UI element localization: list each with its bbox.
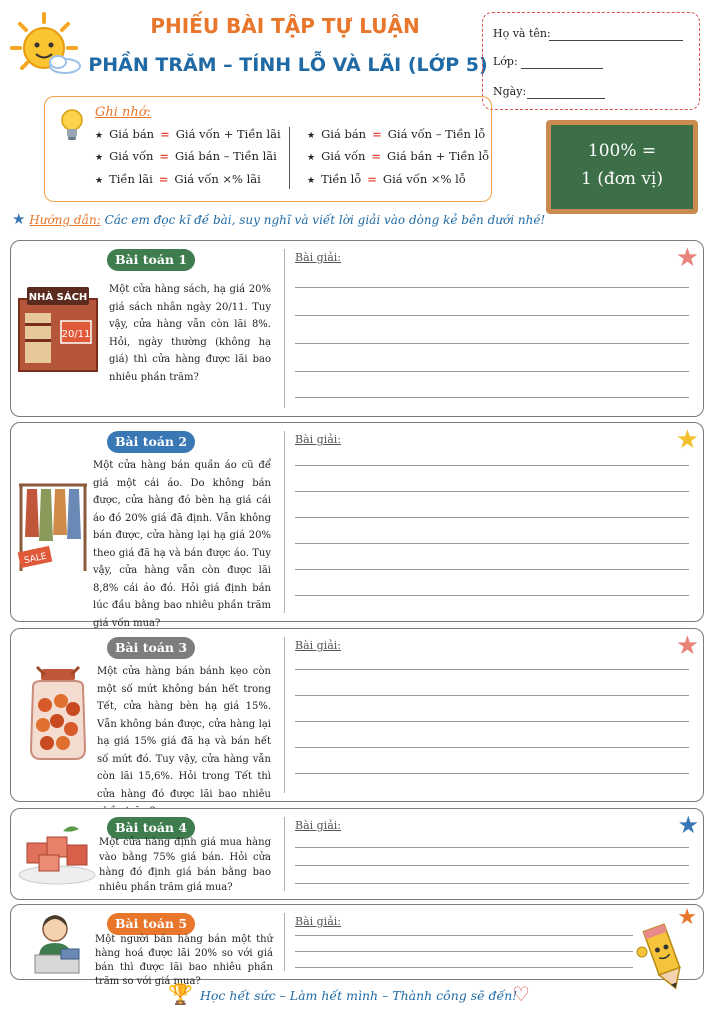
star-icon: ★ (677, 811, 699, 839)
answer-line[interactable] (295, 315, 689, 316)
answer-line[interactable] (295, 951, 633, 952)
guide-label: Hướng dẫn: (29, 213, 101, 227)
answer-line[interactable] (295, 543, 689, 544)
date-label: Ngày: (493, 85, 527, 98)
guide-text: Các em đọc kĩ đề bài, suy nghĩ và viết lời giải vào dòng kẻ bên dưới nhé! (104, 213, 546, 227)
bookstore-sign-text: NHÀ SÁCH (28, 292, 88, 303)
formula-row: ★ Tiền lãi = Giá vốn ×% lãi (95, 172, 261, 186)
sun-icon (8, 10, 84, 80)
formula-row: ★ Giá vốn = Giá bán – Tiền lãi (95, 149, 277, 163)
problem-card (10, 628, 704, 802)
bookstore-icon (15, 281, 101, 373)
class-label: Lớp: (493, 55, 518, 68)
card-divider (284, 913, 285, 971)
answer-line[interactable] (295, 883, 689, 884)
answer-label: Bài giải: (295, 433, 341, 446)
answer-line[interactable] (295, 371, 689, 372)
star-icon: ★ (675, 243, 699, 273)
price-tag-text: 20/11 (61, 329, 91, 340)
class-field[interactable] (521, 68, 603, 69)
remember-box (44, 96, 492, 202)
star-icon: ★ (675, 631, 699, 661)
problem-card (10, 422, 704, 629)
formula-row: ★ Giá bán = Giá vốn – Tiền lỗ (307, 127, 486, 141)
answer-line[interactable] (295, 397, 689, 398)
formula-row: ★ Giá vốn = Giá bán + Tiền lỗ (307, 149, 490, 163)
star-icon: ★ (12, 210, 26, 228)
card-divider (284, 431, 285, 613)
problem-badge: Bài toán 5 (107, 913, 195, 935)
problem-text: Một cửa hàng bán quần áo cũ để giá một cái áo. Do không bán được, cửa hàng đó bèn hạ giá cái áo đó 20% giá đã định. Vẫn không bán được, cửa hàng lại hạ giá 20% theo giá đã hạ và bán được áo. Tuy vậy, cửa hàng vẫn còn được lãi 8,8% cái áo đó. Hỏi giá định bán lúc đầu bằng bao nhiêu phần trăm giá vốn mua? (93, 460, 271, 629)
problem-text: Một cửa hàng bán bánh kẹo còn một số mứt không bán hết trong Tết, cửa hàng bèn hạ giá 15%. Vẫn không bán được, cửa hàng lại hạ giá 15% giá đã hạ và bán hết số mứt đó. Tuy vậy, cửa hàng vẫn còn lãi 15,6%. Hỏi trong Tết thì cửa hàng đó được lãi bao nhiêu (97, 666, 271, 800)
answer-line[interactable] (295, 595, 689, 596)
problem-badge: Bài toán 2 (107, 431, 195, 453)
problem-text: Một cửa hàng định giá mua hàng vào bằng 75% giá bán. Hỏi cửa hàng đó định giá bán bằng bao nhiêu phần trăm giá mua? (99, 837, 271, 893)
jelly-cubes-icon (15, 817, 99, 887)
card-divider (284, 249, 285, 408)
answer-label: Bài giải: (295, 251, 341, 264)
worksheet-title: PHIẾU BÀI TẬP TỰ LUẬN (150, 14, 420, 38)
date-field[interactable] (527, 98, 605, 99)
name-label: Họ và tên: (493, 27, 551, 40)
formula-row: ★ Giá bán = Giá vốn + Tiền lãi (95, 127, 281, 141)
problem-text: Một người bán hàng bán một thứ hàng hoá được lãi 20% so với giá bán thì được lãi bao nhiêu phần trăm so với giá mua? (95, 934, 273, 987)
formula-row: ★ Tiền lỗ = Giá vốn ×% lỗ (307, 172, 466, 186)
card-divider (284, 817, 285, 891)
answer-line[interactable] (295, 517, 689, 518)
answer-line[interactable] (295, 669, 689, 670)
answer-line[interactable] (295, 721, 689, 722)
student-info-box (482, 12, 700, 110)
candy-jar-icon (23, 665, 93, 765)
problem-badge: Bài toán 1 (107, 249, 195, 271)
answer-line[interactable] (295, 967, 633, 968)
star-icon: ★ (675, 425, 699, 455)
problem-card (10, 904, 704, 987)
answer-line[interactable] (295, 773, 689, 774)
chalkboard (546, 120, 698, 214)
answer-label: Bài giải: (295, 819, 341, 832)
answer-line[interactable] (295, 569, 689, 570)
answer-line[interactable] (295, 491, 689, 492)
clothes-rack-icon (15, 477, 91, 577)
card-divider (284, 637, 285, 793)
answer-label: Bài giải: (295, 639, 341, 652)
problem-badge: Bài toán 4 (107, 817, 195, 839)
board-line-1: 100% = (587, 141, 657, 161)
answer-line[interactable] (295, 343, 689, 344)
remember-title: Ghi nhớ: (95, 105, 151, 120)
answer-line[interactable] (295, 865, 689, 866)
answer-line[interactable] (295, 287, 689, 288)
footer-motto: Học hết sức – Làm hết mình – Thành công sẽ đến! (200, 988, 518, 1003)
trophy-icon: 🏆 (168, 982, 193, 1006)
shopkeeper-icon (27, 909, 87, 977)
answer-label: Bài giải: (295, 915, 341, 928)
star-icon: ★ (677, 905, 697, 930)
name-field[interactable] (549, 40, 683, 41)
problem-card (10, 808, 704, 900)
formula-divider (289, 127, 290, 189)
worksheet-subtitle: PHẦN TRĂM – TÍNH LỖ VÀ LÃI (LỚP 5) (88, 54, 488, 76)
lightbulb-icon (59, 107, 85, 143)
answer-line[interactable] (295, 747, 689, 748)
answer-line[interactable] (295, 465, 689, 466)
answer-line[interactable] (295, 847, 689, 848)
heart-icon: ♡ (512, 982, 530, 1006)
problem-badge: Bài toán 3 (107, 637, 195, 659)
answer-line[interactable] (295, 695, 689, 696)
answer-line[interactable] (295, 935, 633, 936)
problem-card (10, 240, 704, 417)
guide-line (12, 210, 545, 228)
problem-text: Một cửa hàng sách, hạ giá 20% giá sách nhân ngày 20/11. Tuy vậy, cửa hàng vẫn còn lãi 8%. Hỏi, ngày thường (không hạ giá) thì cửa hàng được lãi bao nhiêu phần trăm? (109, 284, 271, 383)
pencil-mascot-icon (634, 922, 696, 996)
sale-tag-text: SALE (23, 551, 48, 567)
board-line-2: 1 (đơn vị) (581, 169, 663, 189)
